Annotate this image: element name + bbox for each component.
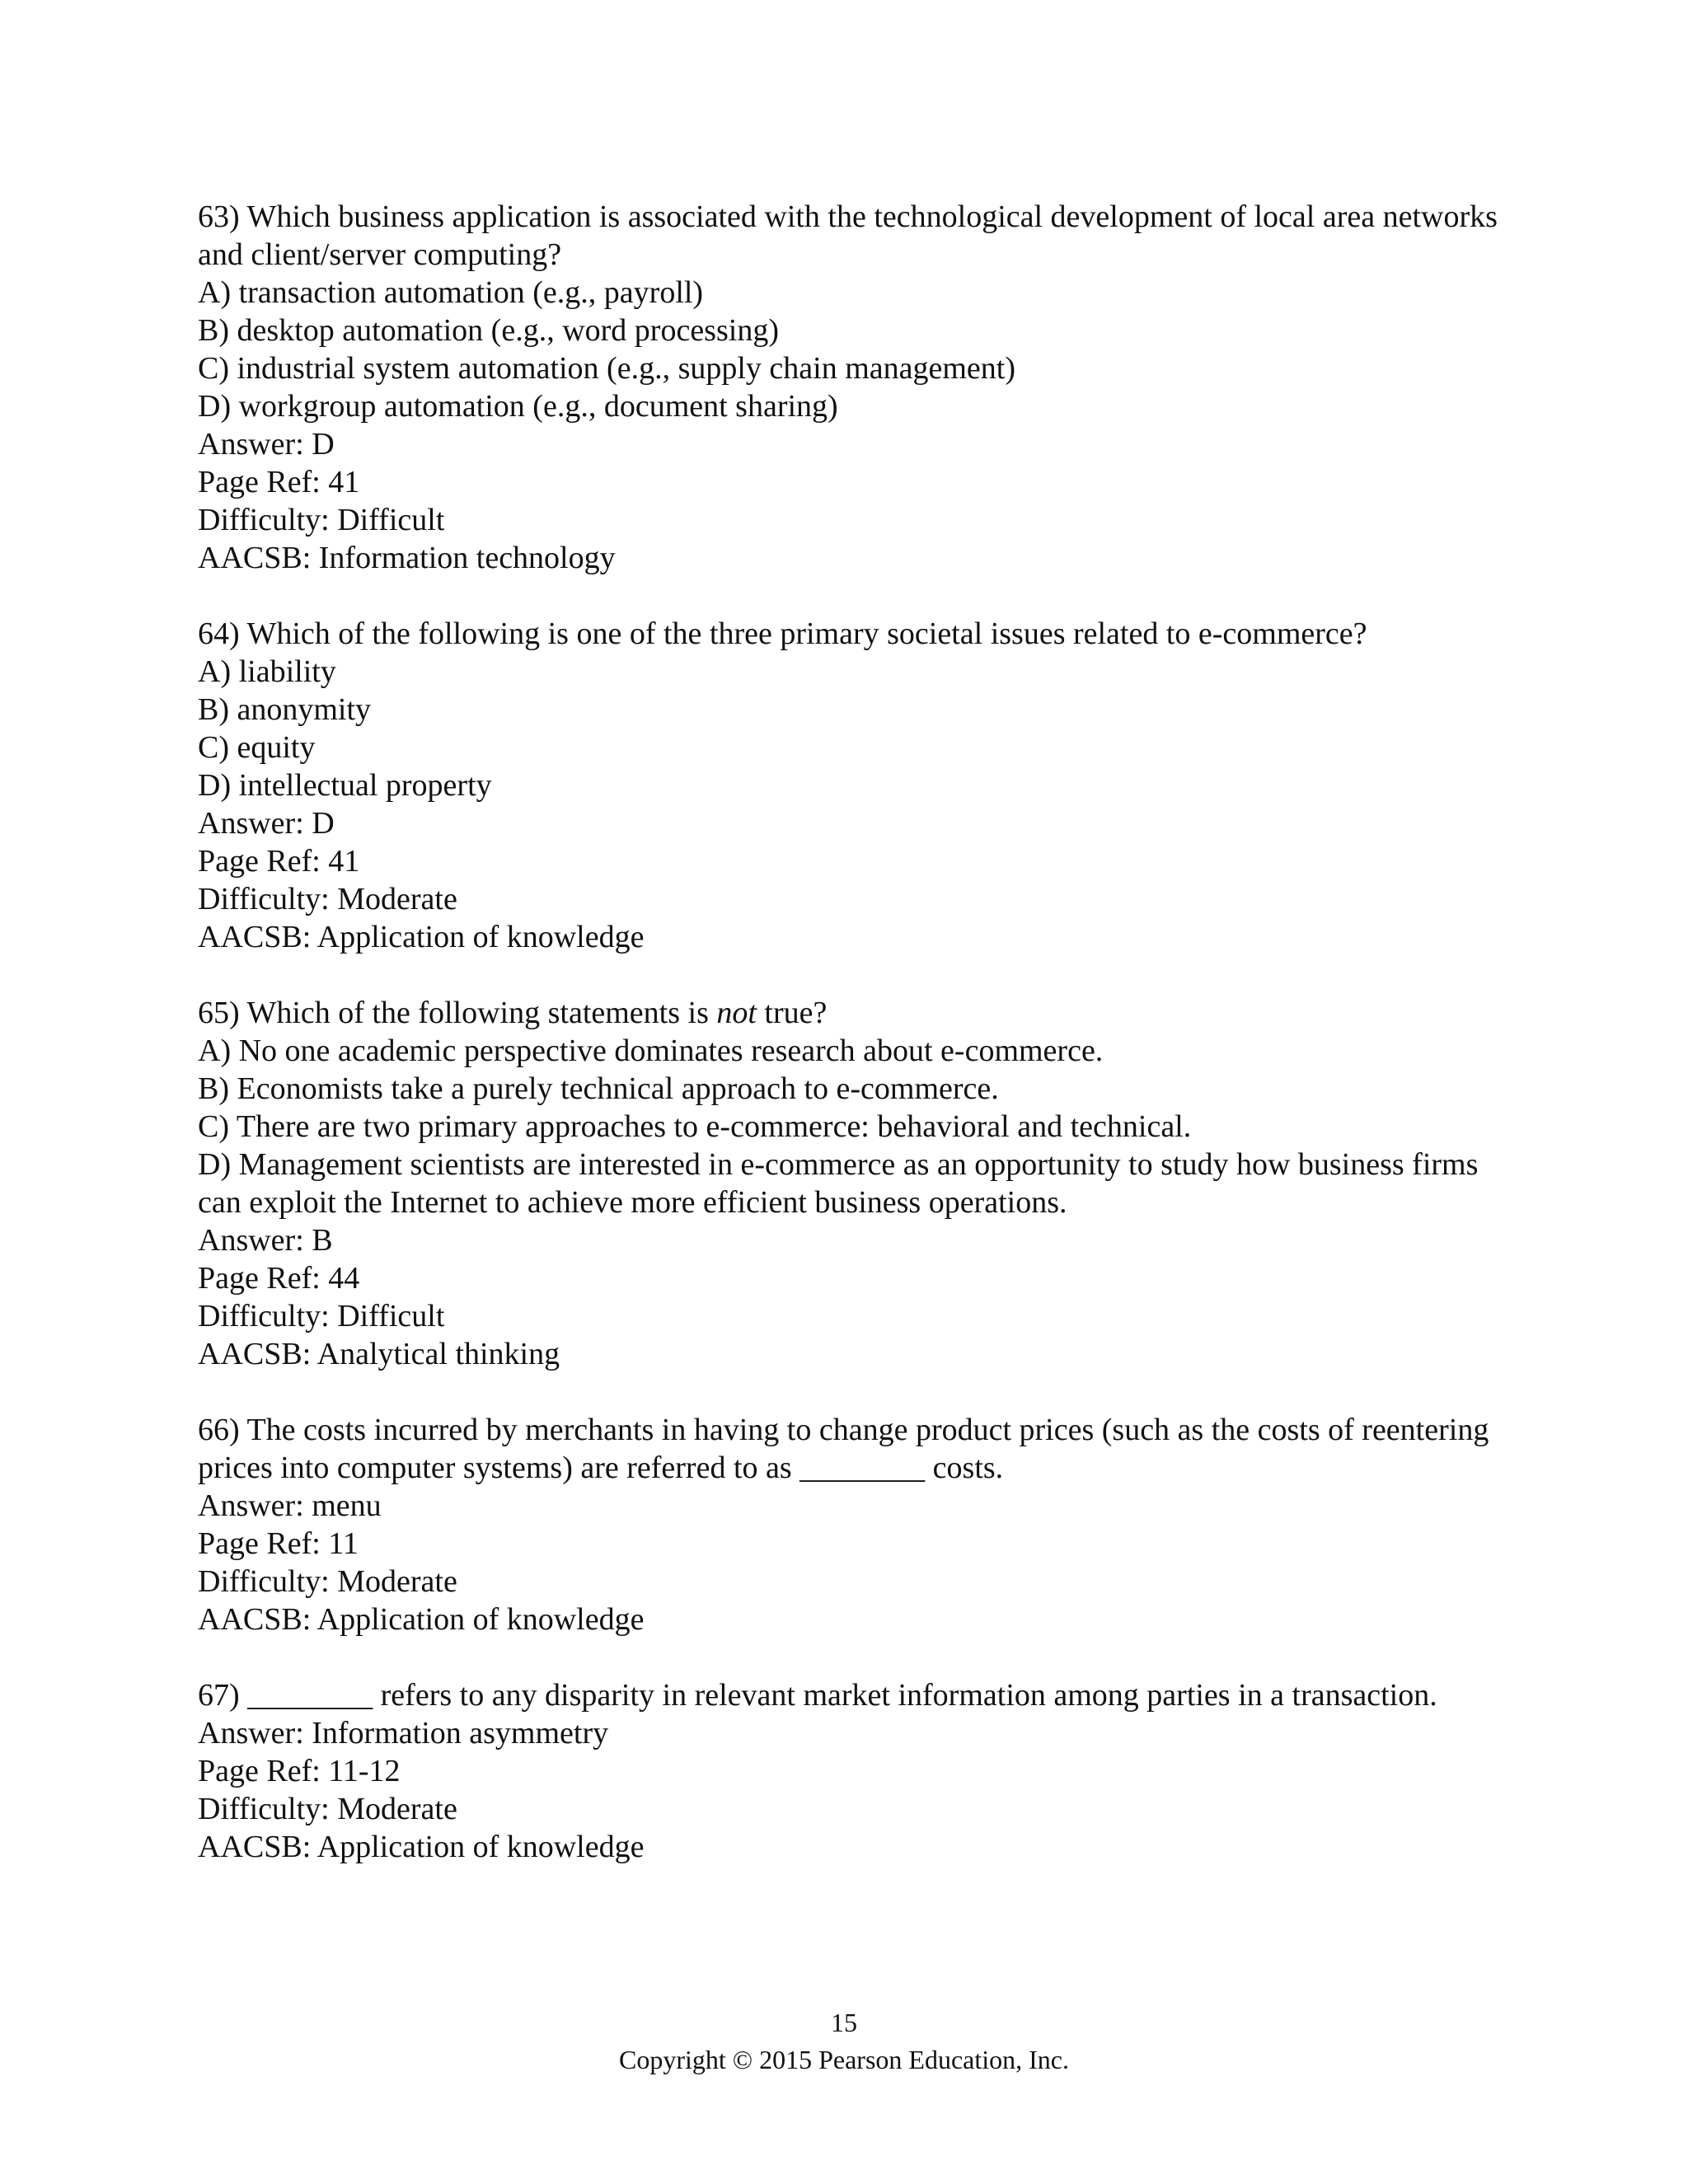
page-number: 15	[831, 2008, 857, 2037]
aacsb: AACSB: Application of knowledge	[198, 1602, 645, 1637]
answer: Answer: B	[198, 1223, 333, 1258]
page-ref: Page Ref: 41	[198, 844, 360, 879]
difficulty: Difficulty: Difficult	[198, 1299, 445, 1333]
option-b: B) Economists take a purely technical approach to e-commerce.	[198, 1071, 999, 1106]
option-a: A) liability	[198, 654, 336, 689]
answer: Answer: D	[198, 806, 335, 841]
question-stem	[198, 994, 1500, 1032]
stem-emphasis: not	[716, 996, 757, 1030]
option-d: D) workgroup automation (e.g., document sharing)	[198, 389, 838, 424]
option-b: B) anonymity	[198, 692, 372, 727]
question-65	[198, 994, 1500, 1373]
difficulty: Difficulty: Difficult	[198, 503, 445, 537]
difficulty: Difficulty: Moderate	[198, 882, 457, 916]
page-ref: Page Ref: 11-12	[198, 1754, 401, 1788]
aacsb: AACSB: Information technology	[198, 541, 616, 575]
question-stem: 64) Which of the following is one of the three primary societal issues related to e-commerce?	[198, 616, 1367, 651]
question-64	[198, 615, 1500, 956]
page-ref: Page Ref: 11	[198, 1526, 359, 1561]
aacsb: AACSB: Application of knowledge	[198, 1830, 645, 1864]
question-63	[198, 198, 1500, 577]
option-a: A) No one academic perspective dominates research about e-commerce.	[198, 1033, 1104, 1068]
question-stem: 66) The costs incurred by merchants in having to change product prices (such as the costs of reentering prices into computer systems) are referred to as ________ costs.	[198, 1413, 1489, 1485]
copyright-notice: Copyright © 2015 Pearson Education, Inc.	[619, 2045, 1069, 2074]
option-a: A) transaction automation (e.g., payroll)	[198, 275, 704, 310]
question-66	[198, 1411, 1500, 1638]
answer: Answer: D	[198, 427, 335, 462]
option-c: C) industrial system automation (e.g., supply chain management)	[198, 351, 1016, 386]
option-d: D) intellectual property	[198, 768, 492, 803]
stem-text-end: true?	[756, 996, 828, 1030]
page-ref: Page Ref: 41	[198, 465, 360, 499]
stem-text-start: 65) Which of the following statements is	[198, 996, 717, 1030]
option-c: C) equity	[198, 730, 316, 765]
aacsb: AACSB: Analytical thinking	[198, 1337, 560, 1371]
option-c: C) There are two primary approaches to e-commerce: behavioral and technical.	[198, 1109, 1192, 1144]
difficulty: Difficulty: Moderate	[198, 1564, 457, 1599]
answer: Answer: menu	[198, 1488, 382, 1523]
option-d: D) Management scientists are interested in e-commerce as an opportunity to study how business firms can exploit the Internet to achieve more efficient business operations.	[198, 1147, 1479, 1220]
question-stem: 67) ________ refers to any disparity in relevant market information among parties in a transaction.	[198, 1678, 1437, 1713]
option-b: B) desktop automation (e.g., word processing)	[198, 313, 779, 348]
question-list	[198, 198, 1500, 1904]
difficulty: Difficulty: Moderate	[198, 1792, 457, 1826]
question-stem: 63) Which business application is associated with the technological development of local area networks and client/server computing?	[198, 199, 1498, 272]
question-67	[198, 1676, 1500, 1866]
page-ref: Page Ref: 44	[198, 1261, 360, 1296]
answer: Answer: Information asymmetry	[198, 1716, 609, 1750]
aacsb: AACSB: Application of knowledge	[198, 920, 645, 954]
